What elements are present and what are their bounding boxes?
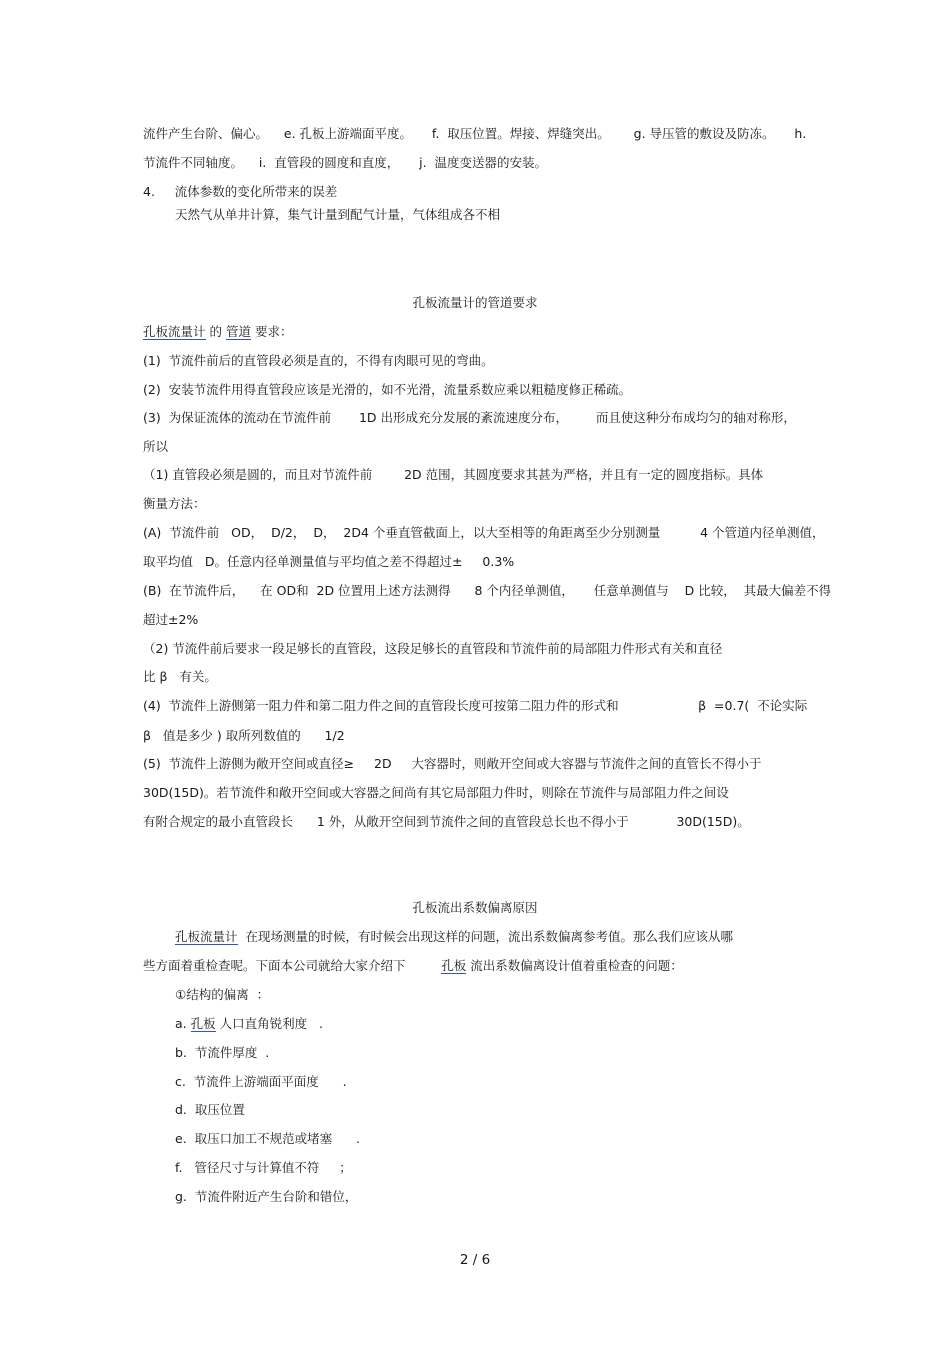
text-fragment: 流出系数偏离设计值着重检查的问题： <box>466 958 683 973</box>
text-line: 流件产生台阶、偏心。 e. 孔板上游端面平度。 f. 取压位置。焊接、焊缝突出。 g. 导压管的敷设及防冻。 h. <box>143 126 807 141</box>
text-line: (1) 节流件前后的直管段必须是直的，不得有肉眼可见的弯曲。 <box>143 353 494 368</box>
text-fragment: 些方面着重检查呢。下面本公司就给大家介绍下 <box>143 958 442 973</box>
link-orifice-flowmeter[interactable]: 孔板流量计 <box>143 324 206 339</box>
text-line: ①结构的偏离 ： <box>175 987 270 1002</box>
text-line: 4. 流体参数的变化所带来的误差 <box>143 184 338 199</box>
text-line: 所以 <box>143 439 169 454</box>
text-line <box>175 928 733 946</box>
text-line: (5) 节流件上游侧为敞开空间或直径≥ 2D 大容器时，则敞开空间或大容器与节流件之间的直管长不得小于 <box>143 756 762 771</box>
list-item: e. 取压口加工不规范或堵塞 . <box>175 1131 360 1146</box>
text-line: (4) 节流件上游侧第一阻力件和第二阻力件之间的直管段长度可按第二阻力件的形式和 β =0.7( 不论实际 <box>143 698 808 713</box>
list-item: f. 管径尺寸与计算值不符 ； <box>175 1160 352 1175</box>
text-fragment: a. <box>175 1016 191 1031</box>
list-item: g. 节流件附近产生台阶和错位， <box>175 1189 358 1204</box>
text-line: (3) 为保证流体的流动在节流件前 1D 出形成充分发展的紊流速度分布， 而且使这种分布成均匀的轴对称形， <box>143 410 796 425</box>
page-number: 2 / 6 <box>459 1252 491 1268</box>
list-item <box>175 1015 323 1033</box>
text-line: 30D(15D)。若节流件和敞开空间或大容器之间尚有其它局部阻力件时，则除在节流件与局部阻力件之间设 <box>143 785 729 800</box>
list-item: b. 节流件厚度 . <box>175 1045 270 1060</box>
text-fragment: 的 <box>205 324 226 339</box>
text-line: 有附合规定的最小直管段长 1 外，从敞开空间到节流件之间的直管段总长也不得小于 30D(15D)。 <box>143 814 750 829</box>
list-item: c. 节流件上游端面平面度 . <box>175 1074 347 1089</box>
section-title: 孔板流量计的管道要求 <box>412 295 538 310</box>
link-pipe[interactable]: 管道 <box>225 324 251 339</box>
link-orifice[interactable]: 孔板 <box>441 958 467 973</box>
text-line: β 值是多少 ) 取所列数值的 1/2 <box>143 728 345 743</box>
text-line: (B) 在节流件后， 在 OD和 2D 位置用上述方法测得 8 个内径单测值， 任意单测值与 D 比较， 其最大偏差不得 <box>143 583 832 598</box>
intro-line <box>143 323 292 341</box>
text-line: (A) 节流件前 OD， D/2， D， 2D4 个垂直管截面上，以大至相等的角距离至少分别测量 4 个管道内径单测值， <box>143 525 825 540</box>
text-line: 衡量方法： <box>143 496 206 511</box>
text-line: 节流件不同轴度。 i. 直管段的圆度和直度， j. 温度变送器的安装。 <box>143 155 548 170</box>
text-line <box>143 957 683 975</box>
text-line: （1) 直管段必须是圆的，而且对节流件前 2D 范围，其圆度要求其甚为严格，并且有一定的圆度指标。具体 <box>143 467 764 482</box>
text-fragment: 人口直角锐利度 . <box>215 1016 323 1031</box>
text-line: 取平均值 D。任意内径单测量值与平均值之差不得超过± 0.3% <box>143 554 515 569</box>
text-fragment: 要求： <box>250 324 293 339</box>
text-fragment: 在现场测量的时候，有时候会出现这样的问题，流出系数偏离参考值。那么我们应该从哪 <box>237 929 733 944</box>
section-title: 孔板流出系数偏离原因 <box>412 900 538 915</box>
text-line: 超过±2% <box>143 612 199 627</box>
text-line: 比 β 有关。 <box>143 669 217 684</box>
link-orifice-flowmeter[interactable]: 孔板流量计 <box>175 929 238 944</box>
text-line: 天然气从单井计算，集气计量到配气计量，气体组成各不相 <box>175 207 501 222</box>
text-line: (2) 安装节流件用得直管段应该是光滑的，如不光滑，流量系数应乘以粗糙度修正稀疏。 <box>143 382 632 397</box>
list-item: d. 取压位置 <box>175 1102 245 1117</box>
link-orifice[interactable]: 孔板 <box>190 1016 216 1031</box>
text-line: （2) 节流件前后要求一段足够长的直管段，这段足够长的直管段和节流件前的局部阻力件形式有关和直径 <box>143 641 723 656</box>
